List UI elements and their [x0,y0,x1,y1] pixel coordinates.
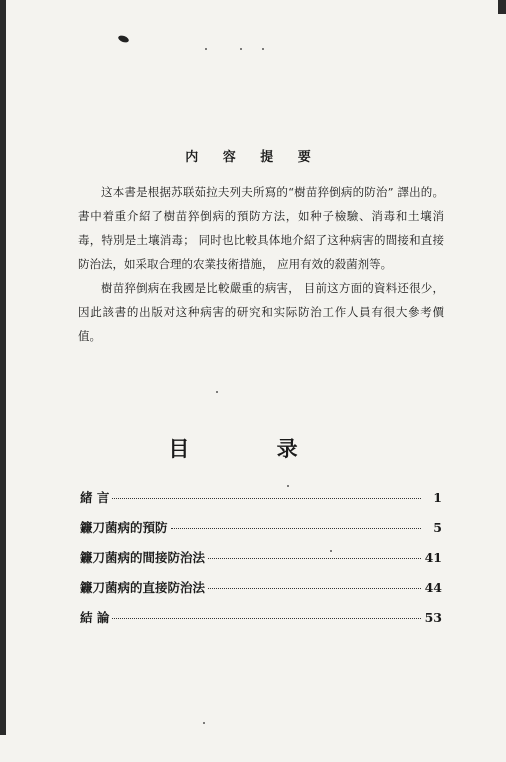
summary-paragraph: 这本書是根据苏联茹拉夫列夫所寫的“樹苗猝倒病的防治” 譯出的。書中着重介紹了樹苗猝倒病的預防方法，如种子檢驗、消毒和土壤消毒，特別是土壤消毒； 同时也比較具体地介紹了这种病害的間接和直接防治法，如采取合理的农業技術措施， 应用有效的殺菌剂等。 [78,185,444,271]
scan-left-edge [0,0,6,735]
summary-paragraph: 樹苗猝倒病在我國是比較嚴重的病害， 目前这方面的資料还很少， 因此該書的出版对这种病害的研究和实际防治工作人員有很大參考價值。 [78,281,444,343]
toc-entry-page: 1 [433,490,442,505]
toc-entry-title: 鐮刀菌病的間接防治法 [80,550,206,565]
toc-entry-title: 鐮刀菌病的預防 [80,520,168,535]
toc-dot-leader [171,528,421,529]
toc-entry-title: 緒 言 [80,490,110,505]
toc-entry-page: 41 [424,550,442,565]
toc-dot-leader [208,558,421,559]
speck [216,391,218,393]
toc-entry-page: 44 [424,580,442,595]
speck [205,48,207,50]
toc-entry[interactable] [80,548,442,578]
toc-entry[interactable] [80,488,442,518]
speck [203,722,205,724]
toc-entry-page: 5 [433,520,442,535]
toc-entry[interactable] [80,608,442,638]
toc-entry-title: 鐮刀菌病的直接防治法 [80,580,206,595]
toc-entry-title: 結 論 [80,610,110,625]
toc-dot-leader [112,498,421,499]
ink-smudge [117,34,129,43]
toc-dot-leader [112,618,421,619]
toc-entry[interactable] [80,578,442,608]
table-of-contents [80,488,442,638]
toc-entry-page: 53 [424,610,442,625]
toc-heading: 目 录 [168,436,338,461]
speck [287,485,289,487]
speck [262,48,264,50]
summary-body [78,180,444,348]
speck [240,48,242,50]
scan-right-edge [498,0,506,14]
toc-entry[interactable] [80,518,442,548]
summary-heading: 内 容 提 要 [185,150,321,165]
toc-dot-leader [208,588,421,589]
